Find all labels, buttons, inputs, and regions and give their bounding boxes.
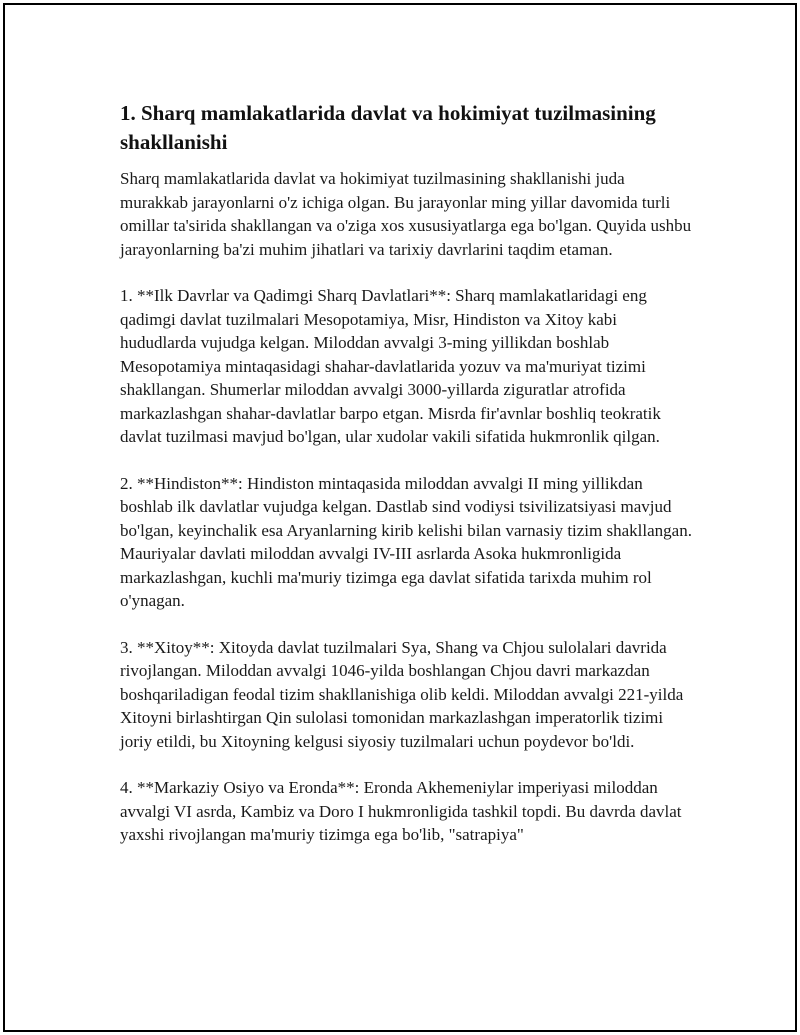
document-page bbox=[3, 3, 797, 1032]
paragraph-central-asia-iran: 4. **Markaziy Osiyo va Eronda**: Eronda Akhemeniylar imperiyasi miloddan avvalgi VI asrda, Kambiz va Doro I hukmronligida tashkil topdi. Bu davrda davlat yaxshi rivojlangan ma'muriy tizimga ega bo'lib, "satrapiya" bbox=[120, 778, 682, 844]
paragraph-india: 2. **Hindiston**: Hindiston mintaqasida miloddan avvalgi II ming yillikdan boshlab ilk davlatlar vujudga kelgan. Dastlab sind vodiysi tsivilizatsiyasi mavjud bo'lgan, keyinchalik esa Aryanlarning kirib kelishi bilan varnasiy tizim shakllangan. Mauriyalar davlati miloddan avvalgi IV-III asrlarda Asoka hukmronligida markazlashgan, kuchli ma'muriy tizimga ega davlat sifatida tarixda muhim rol o'ynagan. bbox=[120, 473, 692, 610]
paragraph-china: 3. **Xitoy**: Xitoyda davlat tuzilmalari Sya, Shang va Chjou sulolalari davrida rivojlangan. Miloddan avvalgi 1046-yilda boshlangan Chjou davri markazdan boshqariladigan feodal tizim shakllanishiga olib keldi. Miloddan avvalgi 221-yilda Xitoyni birlashtirgan Qin sulolasi tomonidan markazlashgan imperatorlik tizimi joriy etildi, bu Xitoyning kelgusi siyosiy tuzilmalari uchun poydevor bo'ldi. bbox=[120, 637, 684, 751]
document-body bbox=[120, 99, 695, 870]
intro-paragraph: Sharq mamlakatlarida davlat va hokimiyat tuzilmasining shakllanishi juda murakkab jarayonlarni o'z ichiga olgan. Bu jarayonlar ming yillar davomida turli omillar ta'sirida shakllangan va o'ziga xos xususiyatlarga ega bo'lgan. Quyida ushbu jarayonlarning ba'zi muhim jihatlari va tarixiy davrlarini taqdim etaman. bbox=[120, 169, 692, 259]
section-heading: 1. Sharq mamlakatlarida davlat va hokimiyat tuzilmasining shakllanishi bbox=[120, 101, 656, 154]
paragraph-ancient-states: 1. **Ilk Davrlar va Qadimgi Sharq Davlatlari**: Sharq mamlakatlaridagi eng qadimgi davlat tuzilmalari Mesopotamiya, Misr, Hindiston va Xitoy kabi hududlarda vujudga kelgan. Miloddan avvalgi 3-ming yillikdan boshlab Mesopotamiya mintaqasidagi shahar-davlatlarida yozuv va ma'muriyat tizimi shakllangan. Shumerlar miloddan avvalgi 3000-yillarda ziguratlar atrofida markazlashgan shahar-davlatlar barpo etgan. Misrda fir'avnlar boshliq teokratik davlat tuzilmasi mavjud bo'lgan, ular xudolar vakili sifatida hukmronlik qilgan. bbox=[120, 286, 661, 446]
